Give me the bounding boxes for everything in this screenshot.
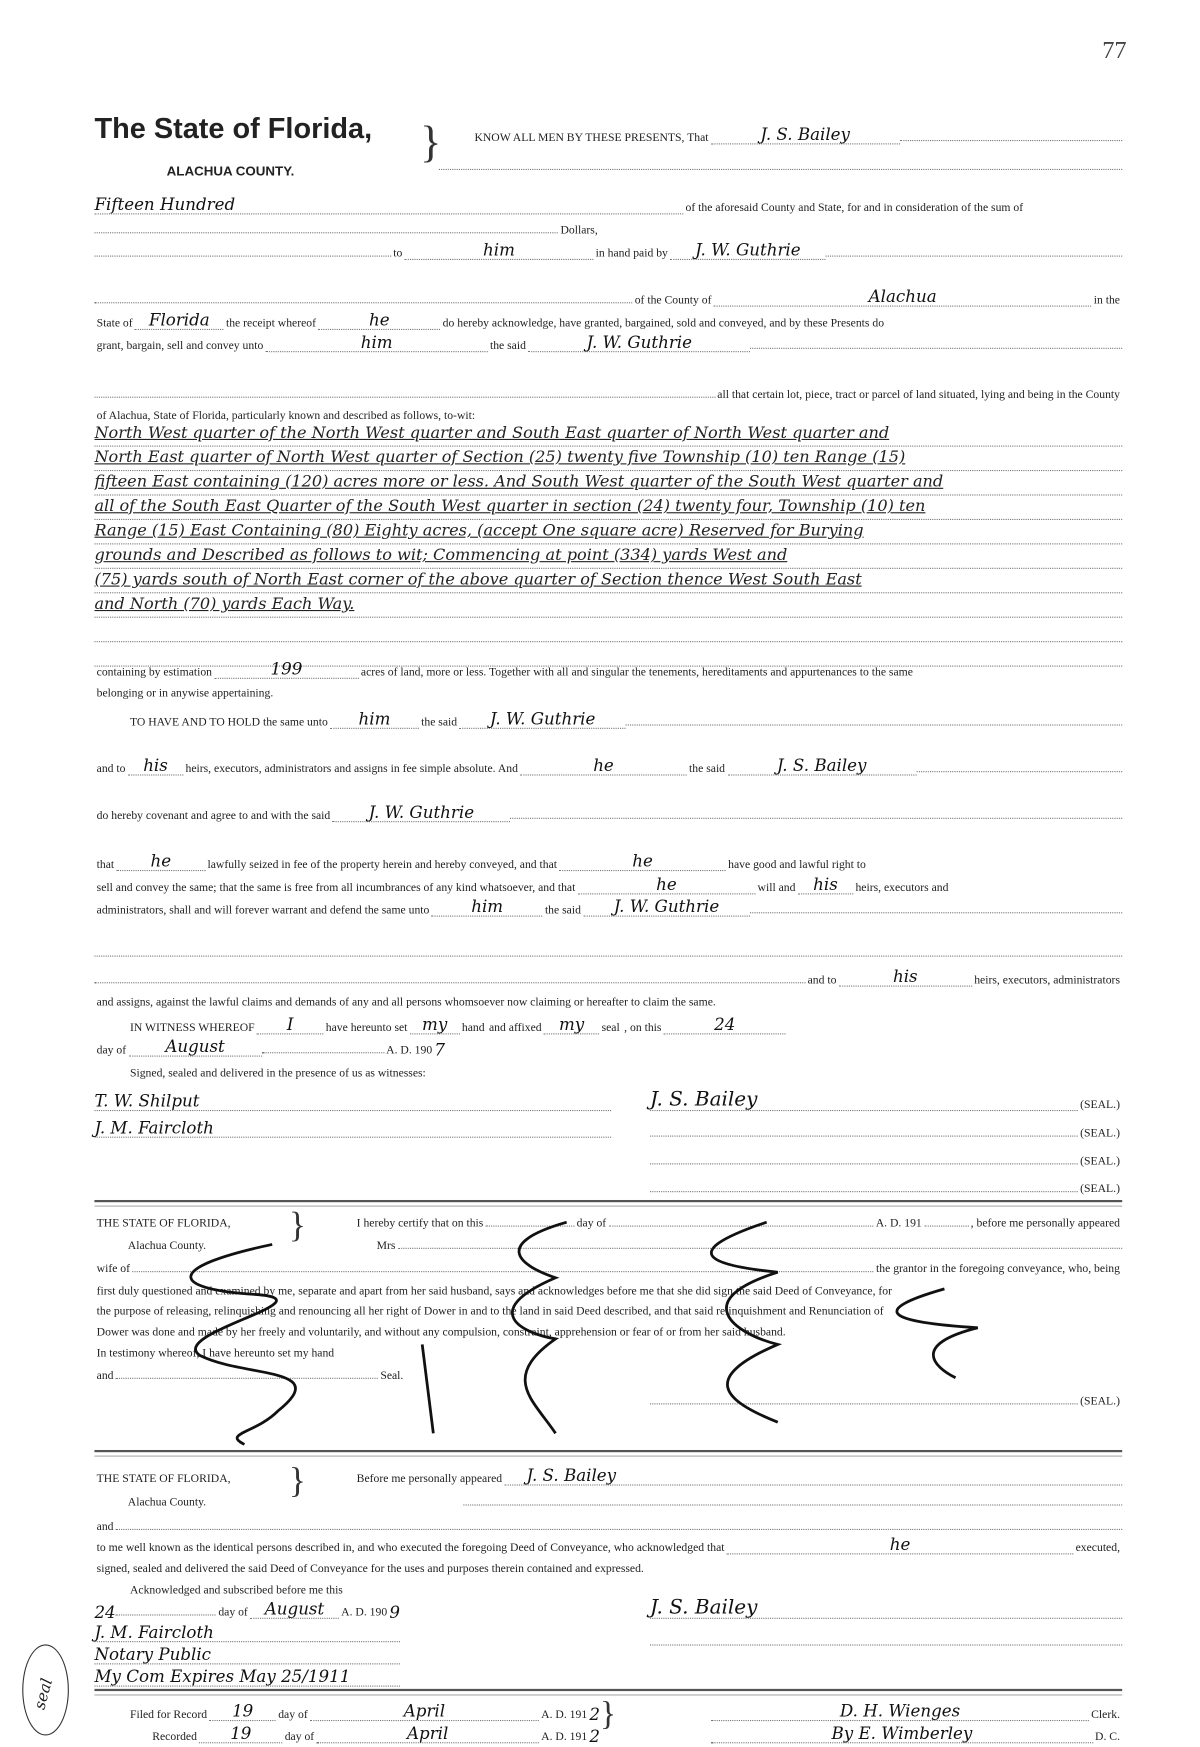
recorded-record: Recorded 19 day of April A. D. 191 2: [152, 1723, 600, 1747]
filed-record: Filed for Record 19 day of April A. D. 191 2: [129, 1701, 600, 1725]
acknowledgment-section: THE STATE OF FLORIDA, Before me personally appeared J. S. Bailey: [94, 1466, 1122, 1486]
deputy-clerk-line: By E. Wimberley D. C.: [711, 1723, 1122, 1743]
clerk-line: D. H. Wienges Clerk.: [711, 1701, 1122, 1721]
land-description: North West quarter of the North West quarter and South East quarter of North West quarter and North East quarter of North West quarter of Section (25) twenty five Township (10) ten Range (15) fifteen East containing (120) acres more or less. And South West quarter of the South West quarter and all of the South East Quarter of the South West quarter in section (24) twenty four, Township (10) ten Range (15) East Containing (80) Eighty acres, (accept One square acre) Reserved for Burying grounds and Described as follows to wit; Commencing at point (334) yards West and (75) yards south of North East corner of the above quarter of Section thence West South East and North (70) yards Each Way.: [94, 422, 1122, 666]
notary-seal: seal: [22, 1644, 69, 1735]
consideration-line: Fifteen Hundred of the aforesaid County and State, for and in consideration of the sum of: [94, 194, 1024, 215]
witness-1: T. W. Shilput: [94, 1091, 611, 1111]
page-number: 77: [1102, 35, 1127, 64]
dower-section: THE STATE OF FLORIDA, I hereby certify that on this day of A. D. 191 , before me personally appeared: [96, 1217, 1120, 1230]
witness-2: J. M. Faircloth: [94, 1118, 611, 1138]
notary-name: J. M. Faircloth: [94, 1622, 400, 1642]
acknowledgment-signature: J. S. Bailey: [650, 1599, 1122, 1619]
county-heading: ALACHUA COUNTY.: [166, 163, 295, 179]
brace-icon: }: [419, 116, 442, 167]
notary-expiry: My Com Expires May 25/1911: [94, 1667, 400, 1687]
grantor-signature: J. S. Bailey (SEAL.): [649, 1087, 1120, 1112]
header-line: KNOW ALL MEN BY THESE PRESENTS, That J. S. Bailey: [472, 124, 1122, 144]
grantor-field: J. S. Bailey: [711, 127, 900, 145]
deed-page: 77 The State of Florida, ALACHUA COUNTY. } KNOW ALL MEN BY THESE PRESENTS, That J. S. Bailey Fifteen Hundred of the aforesaid County and State, for and in consideration of the sum of Dollars, to him in hand paid by J. W. Guthrie of the County of Alachua in the State of Florida the receipt whereof he do hereby acknowledge, have granted, bargained, sold and conveyed, and by these Presents do grant, bargain, sell and convey unto him the said J. W. Guthrie all that certain lot, piece, tract or parcel of land situated, lying and being in the County of Alachua, State of Florida, particularly known and described as follows, to-wit: North West quarter of the North West quarter and South East quarter of North West quarter and North East quarter of North West quarter of Section (25) twenty five Township (10) ten Range (15) fifteen East containing (120) acres more or less. And South West quarter of the South West quarter and all of the South East Quarter of the South West quarter in section (24) twenty four, Township (10) ten Range (15) East Containing (80) Eighty acres, (accept One square acre) Reserved for Burying grounds and Described as follows to wit; Commencing at point (334) yards West and (75) yards south of North East corner of the above quarter of Section thence West South East and North (70) yards Each Way. containing by estimation 199 acres of land, more or less. Together with all and singular the tenements, hereditaments and appurtenances to the same belonging or in anywise appertaining. TO HAVE AND TO HOLD the same unto him the said J. W. Guthrie and to his heirs, executors, administrators and assigns in fee simple absolute. And he the said J. S. Bailey do hereby covenant and agree to and with the said J. W. Guthrie that he lawfully seized in fee of the property herein and hereby conveyed, and that he have good and lawful right to sell and convey the same; that the same is free from all incumbrances of any kind whatsoever, and that he will and his heirs, executors and administrators, shall and will forever warrant and defend the same unto him the said J. W. Guthrie and to his heirs, executors, administrators and assigns, against the lawful claims and demands of any and all persons whomsoever now claiming or hereafter to claim the same. IN WITNESS WHEREOF I have hereunto set my hand and affixed my seal , on this 24 day of August A. D. 190 7 Signed, sealed and delivered in the presence of us as witnesses: T. W. Shilput J. M. Faircloth J. S. Bailey (SEAL.) (SEAL.) (SEAL.) (SEAL.) THE STATE OF FLORIDA, I hereby certify that on this day of A. D. 191 , before me personally appeared } Alachua County. Mrs wife of the grantor in the foregoing conveyance, who, being first duly questioned and examined by me, separate and apart from her said husband, says and acknowledges before me that she did sign the said Deed of Conveyance, for the purpose of releasing, relinquishing and renouncing all her right of Dower in and to the land in said Deed described, and that said relinquishment and Renunciation of Dower was done and made by her freely and voluntarily, and without any compulsion, constraint, apprehension or fear of or from her said husband. In testimony whereof, I have hereunto set my hand and Seal. (SEAL.) THE STATE OF FLORIDA, Before me personally appeared J. S. Bailey } Alachua County. and to me well known as the identical persons described in, and who executed the foregoing Deed of Conveyance, who acknowledged that he executed, signed, sealed and delivered the said Deed of Conveyance for the uses and purposes therein contained and expressed. Acknowledged and subscribed before me this 24 day of August A. D. 190 9 J. M. Faircloth Notary Public My Com Expires May 25/1911 seal J. S. Bailey Filed for Record 19 day of April A. D. 191 2 Recorded 19 day of April A. D. 191 2 } D. H. Wienges Clerk. By E. Wimberley D. C.: [0, 0, 1200, 1746]
notary-title: Notary Public: [94, 1644, 400, 1664]
document-title: The State of Florida,: [94, 111, 373, 145]
